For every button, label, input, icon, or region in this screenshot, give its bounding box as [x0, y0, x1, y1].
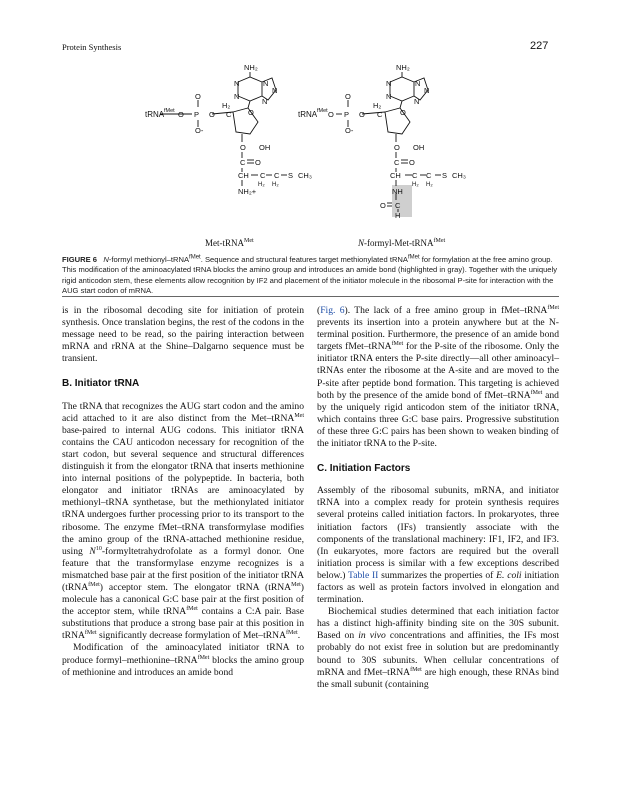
left-n3: N — [272, 86, 278, 95]
right-n5: N — [414, 97, 420, 106]
right-nh: NH — [392, 187, 403, 196]
right-h2b: H₂ — [426, 182, 433, 188]
paragraph: Biochemical studies determined that each initiation factor has a distinct high-affinity binding site on the 30S subunit. Based on in vivo concentrations and affinities, the IFs most probably do not exist free in solution but are predominantly bound to 30S subunits. When cellular concentrations of mRNA and fMet–tRNA$^{fMet}$ are high enough, these RNAs bind the small subunit (containing — [317, 606, 560, 690]
right-purine-ring — [390, 77, 428, 101]
right-n4: N — [386, 92, 392, 101]
section-heading-initiation-factors: C. Initiation Factors — [317, 463, 411, 475]
right-ch3: CH₃ — [452, 171, 466, 180]
figure-6-link[interactable]: Fig. 6 — [320, 305, 345, 316]
section-heading-initiator-trna: B. Initiator tRNA — [62, 378, 140, 390]
right-c2: C — [412, 171, 418, 180]
right-h2a: H₂ — [412, 182, 419, 188]
left-o-minus: O- — [195, 126, 204, 135]
left-ribose-ring — [233, 108, 258, 134]
left-o-ring: O — [248, 108, 254, 117]
right-c-carbonyl: C — [394, 158, 400, 167]
left-column — [62, 305, 304, 679]
left-n2: N — [263, 79, 269, 88]
right-h2: H₂ — [373, 101, 382, 110]
right-c-formyl: C — [395, 201, 401, 210]
left-o-phos-top: O — [195, 92, 201, 101]
page-number: 227 — [530, 40, 549, 52]
paragraph: The tRNA that recognizes the AUG start codon and the amino acid attached to it are also distinct from the Met–tRNA$^{Met}$ base-paired to internal AUG codons. This initiator tRNA contains the CAU anticodon necessary for recognition of the start codon, but several sequence and structural differences distinguish it from the elongator tRNA that inserts methionine into internal positions of the polypeptide. In bacteria, both elongator and initiator tRNAs are aminoacylated by methionyl–tRNA synthetase, but the methionylated initiator tRNA undergoes further processing prior to its transport to the ribosome. The enzyme fMet–tRNA transformylase modifies the amino group of the tRNA-attached methionine residue, using $N^{10}$-formyltetrahydrofolate as a formyl donor. One feature that the transformylase enzyme recognizes is a mismatched base pair at the first position of the initiator tRNA (tRNA$^{fMet}$) acceptor stem. The elongator tRNA (tRNA$^{Met}$) molecule has a canonical G:C base pair at the first position of the acceptor stem, while tRNA$^{fMet}$ contains a C:A pair. Base substitutions that produce a strong base pair at this position in tRNA$^{fMet}$ significantly decrease formylation of Met–tRNA$^{fMet}$. — [62, 400, 304, 642]
left-n1: N — [234, 79, 240, 88]
left-p: P — [194, 110, 200, 119]
left-purine-ring — [238, 77, 276, 101]
left-n5: N — [262, 97, 268, 106]
left-ch3: CH₃ — [298, 171, 312, 180]
left-o-ester: O — [240, 143, 246, 152]
left-molecule-label: Met-tRNA$^{Met}$ — [205, 238, 254, 248]
left-trna-sup: fMet — [164, 108, 175, 114]
right-o-ring: O — [400, 108, 406, 117]
left-s: S — [288, 171, 294, 180]
left-o-carbonyl: O — [255, 158, 261, 167]
left-trna: tRNA — [145, 110, 165, 119]
figure-caption: FIGURE 6 N-formyl methionyl–tRNA$^{fMet}$. Sequence and structural features target methionylated tRNA$^{fMet}$ for formylation at the free amino group. This modification of the aminoacylated tRNA blocks the amino group and introduces an amide bond (highlighted in gray). Together with the uniquely rigid anticodon stem, these elements allow recognition by IF2 and placement of the initiator molecule in the ribosomal P-site for interaction with the AUG start codon of mRNA. — [62, 254, 558, 295]
right-nh2: NH₂ — [396, 63, 410, 72]
right-n3: N — [424, 86, 430, 95]
right-column — [317, 305, 559, 691]
right-o-minus: O- — [345, 126, 354, 135]
right-o-phos-top: O — [345, 92, 351, 101]
right-ribose-ring — [385, 108, 410, 134]
left-c-carbonyl: C — [240, 158, 246, 167]
left-oh: OH — [259, 143, 271, 152]
right-p: P — [344, 110, 350, 119]
left-o-right: O — [209, 110, 215, 119]
right-oh: OH — [413, 143, 425, 152]
left-c2: C — [260, 171, 266, 180]
left-c3: C — [274, 171, 280, 180]
left-o-left: O — [178, 110, 184, 119]
table-ii-link[interactable]: Table II — [348, 569, 379, 581]
right-o-ester: O — [394, 143, 400, 152]
right-trna-sup: fMet — [317, 108, 328, 114]
right-o-formyl: O — [380, 201, 386, 210]
paragraph: is in the ribosomal decoding site for initiation of protein synthesis. Once translation begins, the rest of the codons in the message need to be read, so the pairing interaction between mRNA and rRNA at the Shine–Dalgarno sequence must be transient. — [62, 305, 304, 365]
left-c-ring: C — [226, 110, 232, 119]
figure-label: FIGURE 6 — [62, 255, 98, 264]
right-n1: N — [386, 79, 392, 88]
left-nh2plus: NH₂+ — [238, 187, 257, 196]
left-h2b: H₂ — [272, 182, 279, 188]
right-s: S — [442, 171, 448, 180]
right-c-ring: C — [377, 110, 383, 119]
left-h2a: H₂ — [258, 182, 265, 188]
right-h-formyl: H — [395, 211, 401, 220]
left-ch: CH — [238, 171, 249, 180]
paragraph: Modification of the aminoacylated initiator tRNA to produce formyl–methionine–tRNA$^{fMet}$ blocks the amino group of methionine and introduces an amide bond — [62, 642, 304, 678]
right-o-carbonyl: O — [409, 158, 415, 167]
right-n2: N — [415, 79, 421, 88]
right-molecule-label: N-formyl-Met-tRNA$^{fMet}$ — [358, 238, 446, 248]
running-title: Protein Synthesis — [62, 42, 122, 52]
right-c3: C — [426, 171, 432, 180]
caption-divider — [62, 296, 559, 297]
figure-structures — [0, 0, 617, 240]
paragraph: (Fig. 6). The lack of a free amino group in fMet–tRNA$^{fMet}$ prevents its insertion into a protein anywhere but at the N-terminal position. Furthermore, the presence of an amide bond targets fMet–tRNA$^{fMet}$ for the P-site of the ribosome. Only the initiator tRNA enters the P-site directly—all other aminoacyl–tRNAs enter the ribosome at the A-site and are moved to the P-site after peptide bond formation. This targeting is achieved both by the presence of the amide bond of fMet–tRNA$^{fMet}$ and by the uniquely rigid anticodon stem of the initiator tRNA, which contains three G:C base pairs. Progressive substitution of these three G:C pairs has been shown to weaken binding of the initiator tRNA to the P-site. — [317, 304, 560, 450]
right-o-right: O — [359, 110, 365, 119]
left-h2: H₂ — [222, 101, 231, 110]
left-n4: N — [234, 92, 240, 101]
right-o-left: O — [328, 110, 334, 119]
right-ch: CH — [390, 171, 401, 180]
left-nh2: NH₂ — [244, 63, 258, 72]
right-trna: tRNA — [298, 110, 318, 119]
paragraph: Assembly of the ribosomal subunits, mRNA, and initiator tRNA into a complex ready for protein synthesis requires several proteins called initiation factors. In prokaryotes, three initiation factors (IFs) transiently associate with the components of the translational machinery: IF1, IF2, and IF3. (In eukaryotes, more factors are required but the overall initiation process is similar with a few exceptions described below.) Table II summarizes the properties of E. coli initiation factors as well as protein factors involved in elongation and termination. — [317, 485, 559, 606]
